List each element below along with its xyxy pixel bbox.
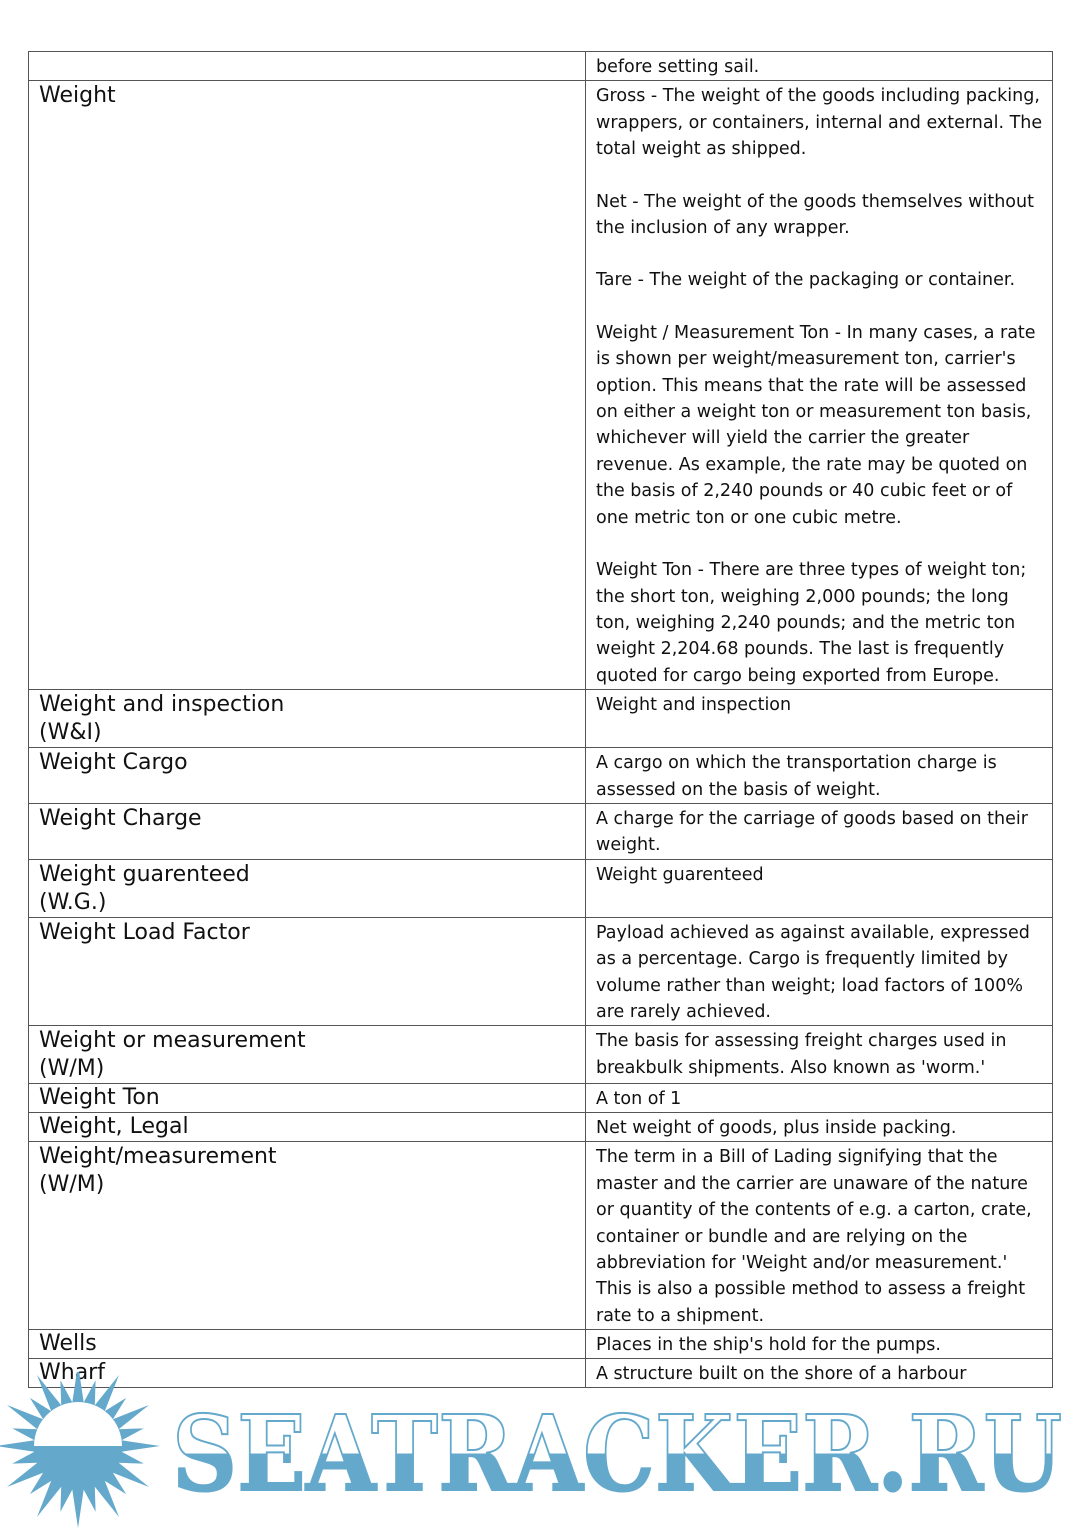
table-row [29,1084,1053,1113]
term-cell: Weight, Legal [29,1113,586,1142]
definition-cell [586,81,1053,690]
term-cell: Weight/measurement (W/M) [29,1142,586,1330]
table-row [29,1330,1053,1359]
definition-cell [586,1026,1053,1084]
definition-paragraph: Weight guarenteed [596,864,764,885]
definition-paragraph: before setting sail. [596,57,760,77]
definition-cell [586,803,1053,859]
definition-paragraph: Net - The weight of the goods themselves without the inclusion of any wrapper. [596,191,1034,239]
logo-text: SEATRACKER.RU [172,1392,1062,1515]
definition-paragraph: Net weight of goods, plus inside packing. [596,1118,957,1139]
term-cell: Wharf [29,1359,586,1388]
definition-cell [586,690,1053,748]
definition-paragraph: Weight Ton - There are three types of weight ton; the short ton, weighing 2,000 pounds; the long ton, weighing 2,240 pounds; and the metric ton weight 2,204.68 pounds. The last is frequently quoted for cargo being exported from Europe. [596,560,1027,686]
table-row [29,1142,1053,1330]
definition-cell [586,52,1053,81]
glossary-table [28,51,1053,1388]
term-cell: Weight guarenteed (W.G.) [29,859,586,917]
definition-paragraph: Tare - The weight of the packaging or container. [596,270,1016,291]
definition-paragraph: Places in the ship's hold for the pumps. [596,1335,941,1356]
definition-cell [586,748,1053,804]
definition-cell [586,1142,1053,1330]
definition-cell [586,1084,1053,1113]
term-cell: Weight and inspection (W&I) [29,690,586,748]
table-row [29,690,1053,748]
definition-paragraph: A cargo on which the transportation charge is assessed on the basis of weight. [596,753,997,800]
sun-half-disc [34,1402,122,1446]
term-cell: Weight [29,81,586,690]
definition-paragraph: Payload achieved as against available, expressed as a percentage. Cargo is frequently limited by volume rather than weight; load factors of 100% are rarely achieved. [596,922,1030,1022]
definition-cell [586,917,1053,1026]
definition-cell [586,1330,1053,1359]
table-row [29,748,1053,804]
definition-cell [586,1113,1053,1142]
definition-paragraph: The term in a Bill of Lading signifying that the master and the carrier are unaware of the nature or quantity of the contents of e.g. a carton, crate, container or bundle and are relying on the abbreviation for 'Weight and/or measurement.' This is also a possible method to assess a freight rate to a shipment. [596,1147,1032,1326]
table-row [29,803,1053,859]
definition-paragraph: A charge for the carriage of goods based on their weight. [596,808,1028,856]
term-cell: Wells [29,1330,586,1359]
term-cell: Weight Charge [29,803,586,859]
definition-paragraph: The basis for assessing freight charges used in breakbulk shipments. Also known as 'worm.' [596,1031,1007,1078]
definition-paragraph: A ton of 1 [596,1089,682,1110]
table-row [29,1113,1053,1142]
definition-paragraph: Weight and inspection [596,695,792,716]
table-row [29,52,1053,81]
table-row [29,1026,1053,1084]
term-cell: Weight Cargo [29,748,586,804]
definition-paragraph: Weight / Measurement Ton - In many cases, a rate is shown per weight/measurement ton, carrier's option. This means that the rate will be assessed on either a weight ton or measurement ton basis, whichever will yield the carrier the greater revenue. As example, the rate may be quoted on the basis of 2,240 pounds or 40 cubic feet or of one metric ton or one cubic metre. [596,322,1036,528]
definition-cell [586,859,1053,917]
sun-rays [0,1372,160,1528]
table-row [29,81,1053,690]
table-row [29,917,1053,1026]
term-cell: Weight or measurement (W/M) [29,1026,586,1084]
definition-paragraph: A structure built on the shore of a harbour [596,1364,967,1385]
definition-paragraph: Gross - The weight of the goods including packing, wrappers, or containers, internal and external. The total weight as shipped. [596,86,1043,160]
table-row [29,859,1053,917]
seatracker-logo [0,1372,1080,1528]
term-cell [29,52,586,81]
term-cell: Weight Ton [29,1084,586,1113]
sun-icon [0,1372,160,1528]
term-cell: Weight Load Factor [29,917,586,1026]
